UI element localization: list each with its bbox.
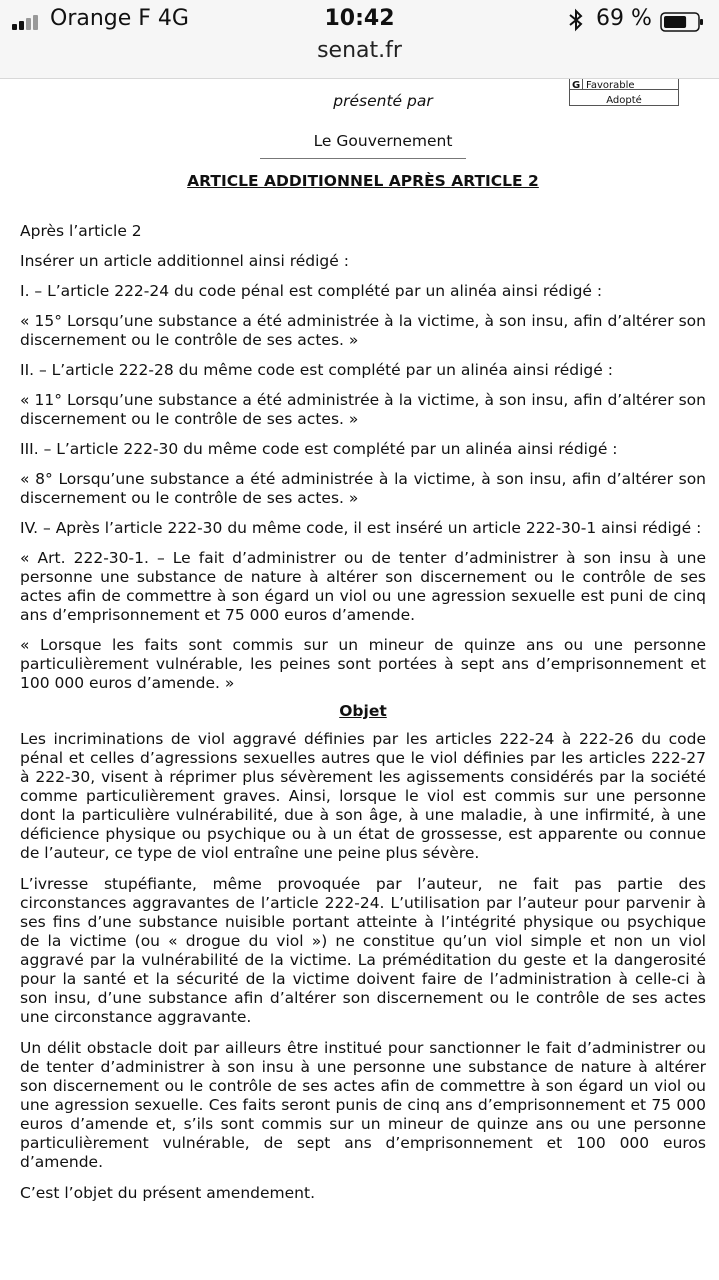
status-bar — [0, 0, 719, 79]
paragraph: IV. – Après l’article 222-30 du même code, il est inséré un article 222-30-1 ainsi rédigé : — [20, 519, 702, 537]
paragraph: III. – L’article 222-30 du même code est complété par un alinéa ainsi rédigé : — [20, 440, 618, 458]
clock: 10:42 — [324, 6, 395, 31]
objet-paragraph: Un délit obstacle doit par ailleurs être institué pour sanctionner le fait d’administrer ou de tenter d’administrer à son insu à une personne une substance de nature à altérer son discernement ou le contrôle de ses actes afin de commettre à son égard un viol ou une agression sexuelle. Ces faits seront punis de cinq ans d’emprisonnement et 75 000 euros d’amende et, s’ils sont commis sur un mineur de quinze ans ou une personne particulièrement vulnérable, de sept ans d’emprisonnement et 100 000 euros d’amende. — [20, 1039, 706, 1171]
article-title: ARTICLE ADDITIONNEL APRÈS ARTICLE 2 — [187, 172, 539, 190]
paragraph: « 8° Lorsqu’une substance a été administrée à la victime, à son insu, afin d’altérer son discernement ou le contrôle de ses actes. » — [20, 470, 706, 507]
author: Le Gouvernement — [313, 132, 453, 150]
paragraph: Insérer un article additionnel ainsi rédigé : — [20, 252, 349, 270]
address-bar-url[interactable]: senat.fr — [317, 38, 402, 63]
amendment-body — [20, 222, 706, 1203]
bluetooth-icon — [566, 8, 586, 32]
paragraph: Après l’article 2 — [20, 222, 142, 240]
battery-percent: 69 % — [596, 6, 652, 31]
objet-paragraph: L’ivresse stupéfiante, même provoquée par l’auteur, ne fait pas partie des circonstances aggravantes de l’article 222-24. L’utilisation par l’auteur pour parvenir à ses fins d’une substance nuisible portant atteinte à l’intégrité physique ou psychique de la victime (ou « drogue du viol ») ne constitue qu’un viol simple et non un viol aggravé par la vulnérabilité de la victime. La préméditation du geste et la dangerosité pour la santé et la sécurité de la victime doivent faire de l’administration à celle-ci à son insu, d’une substance afin d’altérer son discernement ou le contrôle de ses actes une circonstance aggravante. — [20, 875, 706, 1026]
paragraph: « 11° Lorsqu’une substance a été administrée à la victime, à son insu, afin d’altérer son discernement ou le contrôle de ses actes. » — [20, 391, 706, 428]
status-opinion: Favorable — [586, 80, 635, 91]
paragraph: I. – L’article 222-24 du code pénal est complété par un alinéa ainsi rédigé : — [20, 282, 603, 300]
paragraph: « Lorsque les faits sont commis sur un mineur de quinze ans ou une personne particulièrement vulnérable, les peines sont portées à sept ans d’emprisonnement et 100 000 euros d’amende. » — [20, 636, 706, 692]
paragraph: II. – L’article 222-28 du même code est complété par un alinéa ainsi rédigé : — [20, 361, 613, 379]
objet-title: Objet — [339, 702, 387, 720]
status-code: G — [572, 80, 581, 91]
objet-paragraph: Les incriminations de viol aggravé définies par les articles 222-24 à 222-26 du code pénal et celles d’agressions sexuelles autres que le viol définies par les articles 222-27 à 222-30, visent à réprimer plus sévèrement les agissements considérés par la société comme particulièrement graves. Ainsi, lorsque le viol est commis sur une personne dont la particulière vulnérabilité, due à son âge, à une maladie, à une infirmité, à une déficience physique ou psychique ou à un état de grossesse, est apparente ou connue de l’auteur, ce type de viol entraîne une peine plus sévère. — [20, 730, 706, 862]
paragraph: « 15° Lorsqu’une substance a été administrée à la victime, à son insu, afin d’altérer son discernement ou le contrôle de ses actes. » — [20, 312, 706, 349]
divider — [260, 158, 466, 159]
objet-paragraph: C’est l’objet du présent amendement. — [20, 1184, 315, 1202]
carrier-label: Orange F 4G — [50, 6, 189, 31]
battery-icon — [660, 12, 704, 32]
status-result: Adopté — [606, 95, 642, 106]
presented-by: présenté par — [333, 92, 433, 110]
paragraph: « Art. 222-30-1. – Le fait d’administrer ou de tenter d’administrer à son insu à une personne une substance de nature à altérer son discernement ou le contrôle de ses actes afin de commettre à son égard un viol ou une agression sexuelle est puni de cinq ans d’emprisonnement et 75 000 euros d’amende. — [20, 549, 706, 624]
